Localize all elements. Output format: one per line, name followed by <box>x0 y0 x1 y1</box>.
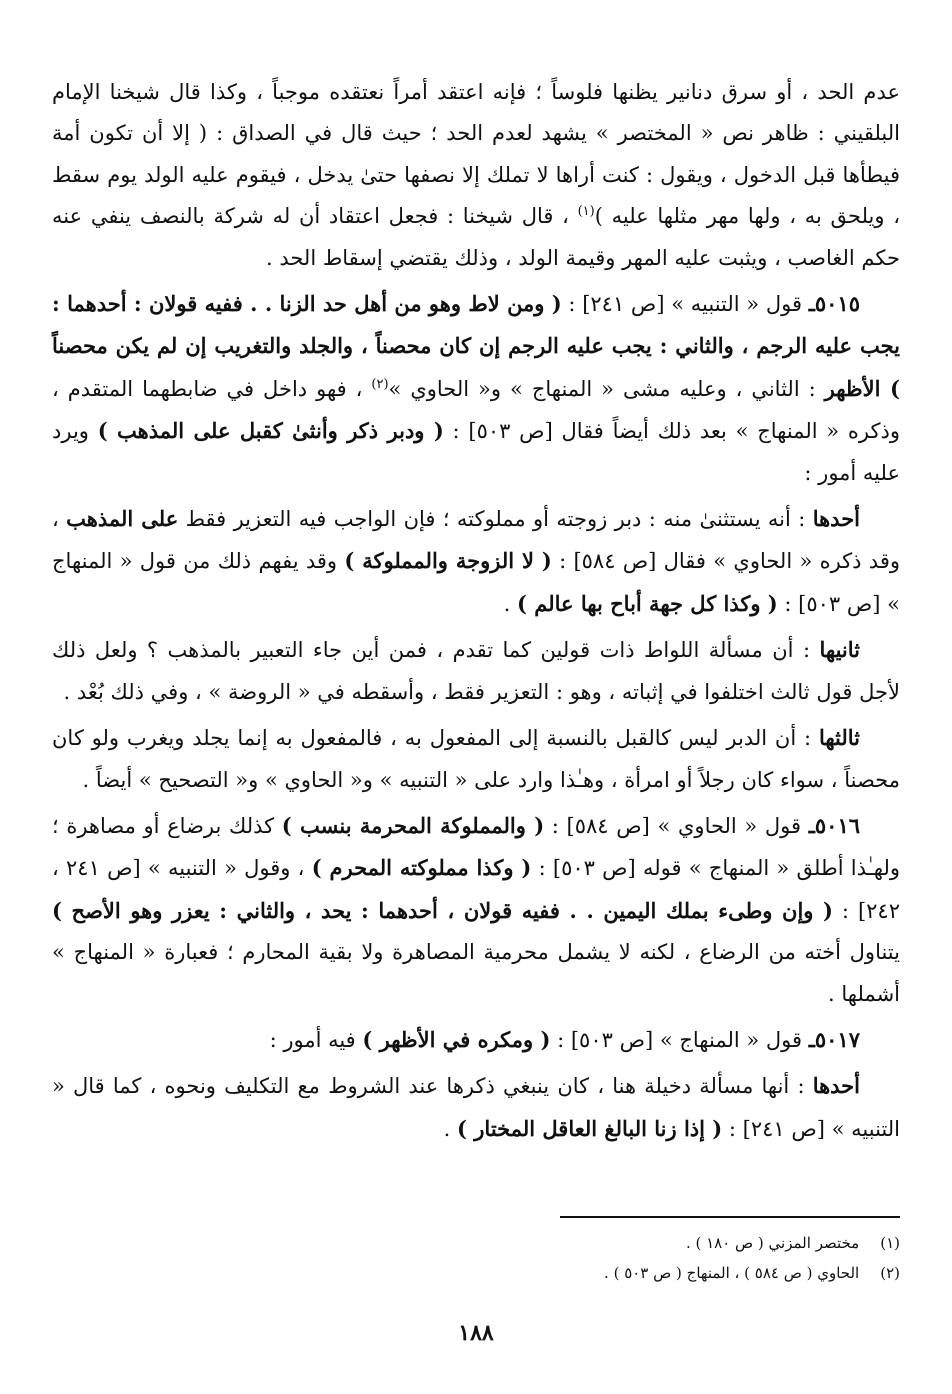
paragraph <box>52 717 900 801</box>
body-text <box>52 72 900 1154</box>
paragraph <box>52 629 900 713</box>
footnote-reference: (١) <box>577 204 595 220</box>
bold-text: ثانيها <box>819 637 860 663</box>
text-run: عدم الحد ، أو سرق دنانير يظنها فلوساً ؛ فإنه اعتقد أمراً نعتقده موجباً ، وكذا قال شيخنا الإمام البلقيني : ظاهر نص « المختصر » يشهد لعدم الحد ؛ حيث قال في الصداق : ( إلا أن تكون أمة فيطأها قبل الدخول ، ويقول : كنت أراها لا تملك إلا نصفها حتىٰ يدخل ، فيقوم عليه الولد يوم سقط ، ويلحق به ، ولها مهر مثلها عليه ) <box>52 80 900 229</box>
paragraph <box>52 283 900 494</box>
text-run: : أن مسألة اللواط ذات قولين كما تقدم ، فمن أين جاء التعبير بالمذهب ؟ ولعل ذلك لأجل قول ثالث اختلفوا في إثباته ، وهو : التعزير فقط ، وأسقطه في « الروضة » ، وفي ذلك بُعْد . <box>52 638 900 704</box>
bold-text: ( والمملوكة المحرمة بنسب ) <box>281 812 545 838</box>
footnotes <box>52 1228 900 1288</box>
paragraph <box>52 72 900 279</box>
paragraph <box>52 498 900 625</box>
paragraph <box>52 805 900 1015</box>
bold-text: ٥٠١٧ـ <box>808 1026 860 1052</box>
text-run: قول « التنبيه » [ص ٢٤١] : <box>561 292 809 317</box>
bold-text: ٥٠١٦ـ <box>808 812 861 838</box>
text-run: يتناول أخته من الرضاع ، لكنه لا يشمل محرمية المصاهرة ولا بقية المحارم ؛ فعبارة « المنهاج » أشملها . <box>52 940 900 1006</box>
bold-text: أحدها <box>812 506 861 532</box>
text-run: فيه أمور : <box>269 1027 363 1052</box>
footnote-text: مختصر المزني ( ص ١٨٠ ) . <box>685 1234 860 1252</box>
bold-text: ( وإن وطىء بملك اليمين . . ففيه قولان ، أحدهما : يحد ، والثاني : يعزر وهو الأصح ) <box>52 897 833 923</box>
bold-text: ( ومكره في الأظهر ) <box>362 1026 551 1052</box>
bold-text: على المذهب <box>66 506 179 532</box>
bold-text: ثالثها <box>818 725 860 751</box>
footnote-text: الحاوي ( ص ٥٨٤ ) ، المنهاج ( ص ٥٠٣ ) . <box>604 1264 860 1282</box>
bold-text: ( ودبر ذكر وأنثىٰ كقبل على المذهب ) <box>97 418 444 444</box>
footnote-reference: (٢) <box>371 376 389 392</box>
text-run: قول « الحاوي » [ص ٥٨٤] : <box>544 813 809 838</box>
bold-text: ( وكذا مملوكته المحرم ) <box>311 855 532 881</box>
footnote-number: (٢) <box>880 1264 900 1282</box>
text-run: كذلك برضاع أو مصاهرة ؛ ولهـٰذا أطلق « المنهاج » قوله [ص ٥٠٣] : <box>52 813 900 881</box>
paragraph <box>52 1065 900 1150</box>
bold-text: أحدها <box>812 1073 860 1099</box>
footnote-2 <box>52 1258 900 1288</box>
text-run: ويرد عليه أمور : <box>52 419 900 485</box>
page-number: ١٨٨ <box>458 1320 494 1346</box>
bold-text: ( ومن لاط وهو من أهل حد الزنا . . ففيه قولان : أحدهما : يجب عليه الرجم ، والثاني : يجب عليه الرجم إن كان محصناً ، والجلد والتغريب إن لم يكن محصناً ) الأظهر <box>52 291 900 401</box>
text-run: : أنها مسألة دخيلة هنا ، كان ينبغي ذكرها عند الشروط مع التكليف ونحوه ، كما قال « التنبيه » [ص ٢٤١] : <box>52 1074 900 1141</box>
text-run: ، وقد ذكره « الحاوي » فقال [ص ٥٨٤] : <box>52 507 901 574</box>
text-run: . <box>443 1116 458 1141</box>
footnote-1 <box>52 1228 900 1258</box>
bold-text: ٥٠١٥ـ <box>808 291 860 317</box>
paragraph <box>52 1019 900 1061</box>
footnote-number: (١) <box>880 1234 900 1252</box>
text-run: : أنه يستثنىٰ منه : دبر زوجته أو مملوكته ؛ فإن الواجب فيه التعزير فقط <box>178 507 813 532</box>
text-run: : أن الدبر ليس كالقبل بالنسبة إلى المفعول به ، فالمفعول به إنما يجلد ويغرب ولو كان محصناً ، سواء كان رجلاً أو امرأة ، وهـٰذا وارد على « التنبيه » و« الحاوي » و« التصحيح » أيضاً . <box>52 726 900 792</box>
bold-text: ( لا الزوجة والمملوكة ) <box>344 548 552 574</box>
footnote-divider <box>560 1216 900 1218</box>
text-run: ، وقول « التنبيه » [ص ٢٤١ ، ٢٤٢] : <box>52 856 900 923</box>
text-run: ، فهو داخل في ضابطهما المتقدم ، وذكره « المنهاج » بعد ذلك أيضاً فقال [ص ٥٠٣] : <box>52 376 900 444</box>
text-run: وقد يفهم ذلك من قول « المنهاج » [ص ٥٠٣] : <box>52 549 900 616</box>
text-run: . <box>503 591 518 616</box>
text-run: : الثاني ، وعليه مشى « المنهاج » و« الحاوي » <box>388 376 825 401</box>
bold-text: ( وكذا كل جهة أباح بها عالم ) <box>517 590 778 616</box>
text-run: ، قال شيخنا : فجعل اعتقاد أن له شركة بالنصف ينفي عنه حكم الغاصب ، ويثبت عليه المهر وقيمة الولد ، وذلك يقتضي إسقاط الحد . <box>52 204 900 270</box>
text-run: قول « المنهاج » [ص ٥٠٣] : <box>550 1027 809 1052</box>
bold-text: ( إذا زنا البالغ العاقل المختار ) <box>457 1115 723 1141</box>
